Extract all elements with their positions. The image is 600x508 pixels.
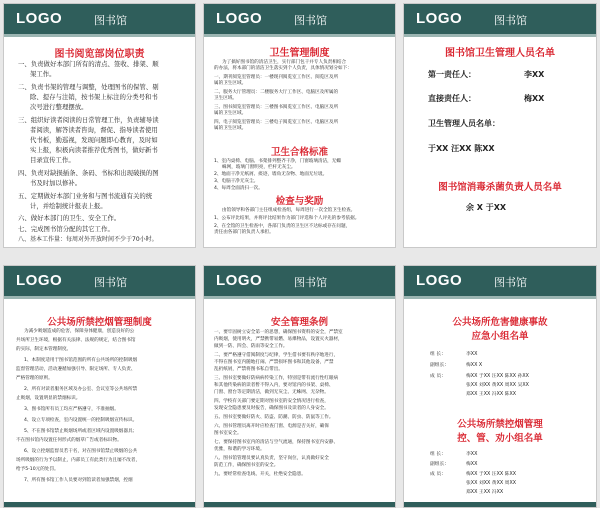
paragraph-line: 止吸烟，设置明显的禁烟标识。: [16, 396, 81, 401]
list-item: 代书板，勤巡视，发现问题即心教育，及时如: [30, 136, 158, 144]
team-member-names: 梅XX: [466, 462, 478, 467]
section-title: 卫生合格标准: [270, 147, 328, 158]
panel-job-duties: [3, 3, 196, 248]
paragraph-line: 由馆领导和各部门主任组成检查组，每周进行一次全馆卫生检查。: [222, 208, 356, 213]
paragraph-line: 四、电子阅览室管理员：三楼电子阅览室工作区、电脑区及所: [214, 120, 339, 125]
team-member-names: 梅XX 于XX 汪XX 陈XX: [466, 472, 517, 477]
logo: LOGO: [416, 10, 463, 27]
paragraph-line: 属的卫生区域。: [214, 81, 247, 86]
panel-emergency-team: [403, 265, 597, 508]
panel-header: [404, 266, 596, 296]
panel-safety-rules: [203, 265, 396, 508]
section-title: 图书馆消毒杀菌负责人员名单: [438, 182, 562, 193]
list-item: 计，并绘制统计报表上报。: [30, 202, 107, 210]
panel-smoking-rules: [3, 265, 196, 508]
panel-title: 应急小组名单: [471, 331, 529, 342]
team-role-label: 成 员：: [430, 472, 446, 477]
section-title: 检查与奖励: [275, 196, 324, 207]
paragraph-line: 共场所卫生环境，根据有关法律、法规的规定，结合图书馆: [16, 338, 136, 343]
logo: LOGO: [216, 272, 263, 289]
logo: LOGO: [16, 10, 63, 27]
list-item: 架工作。: [30, 70, 56, 78]
panel-title: 图书馆卫生管理人员名单: [445, 48, 555, 59]
team-member-names: 张XX 刘XX 黄XX 周XX: [466, 481, 517, 486]
paragraph-line: 属的卫生区域。: [214, 126, 247, 131]
paragraph-line: 三、图书室要做好防病病传染工作，特别是带有流行性红眼病: [214, 376, 339, 381]
paragraph-line: 二、要严格遵守借阅制度与纪律，学生借书要有秩序地进行，: [214, 353, 339, 358]
org-name: 图书馆: [294, 276, 327, 289]
paragraph-line: 2、地面干净无纸屑、痰迹，墙角无杂物、地面无垃圾。: [214, 172, 328, 177]
paragraph-line: 内吸烟，使用明火，严禁携带易燃、易爆物品，设置灭火器材，: [214, 337, 343, 342]
paragraph-line: 卫生区域。: [214, 96, 237, 101]
paragraph-line: 2、在全馆的卫生检查中，各部门负责的卫生区不达标或存在问题，: [214, 224, 351, 229]
paragraph-line: 图书室安全。: [214, 431, 242, 436]
paragraph-line: 四、学校有关部门要定期对图书室的安全情况进行检查，: [214, 399, 329, 404]
header-divider: [4, 296, 195, 299]
paragraph-line: 三、图书阅览室管理员：三楼图书阅览室工作区、电脑区及所: [214, 105, 339, 110]
logo: LOGO: [216, 10, 263, 27]
list-item: 二、负责书架的管理与调整，处理图书的保管、剔: [18, 83, 159, 91]
paragraph-line: 的办法，将本部门的清洁卫生落实到个人负责，具体情况划分如下：: [214, 66, 352, 71]
team-role-label: 副组长：: [430, 363, 450, 368]
member-names: 余 X 于XX: [466, 203, 507, 212]
paragraph-line: 七、要保持图书室内的清洁与空气流通，保持图书室内安静、: [214, 440, 339, 445]
list-item: 六、做好本部门的卫生、安全工作。: [18, 214, 121, 222]
list-item: 书及时加以修补。: [30, 179, 82, 187]
list-item: 三、组织好读者阅读的日常管理工作，负责辅导读: [18, 116, 159, 124]
role-value: 李XX: [524, 70, 545, 79]
team-role-label: 成 员：: [430, 374, 446, 379]
list-item: 者阅读，解答读者咨询，督促、指导读者使用: [30, 126, 158, 134]
paragraph-line: 的实际，制定本管理制度。: [16, 347, 72, 352]
role-value: 梅XX: [524, 94, 545, 103]
paragraph-line: 不在图书馆内设置任何形式的烟草广告或者标识物。: [16, 438, 122, 443]
list-item: 一、负责做好本部门所有的清点、签收、排架、顺: [18, 60, 159, 68]
paragraph-line: 1、公布评比结果，并将评比结果作为部门评选和个人评先的参考依据。: [214, 216, 360, 221]
paragraph-line: 4、设立专项检查，室内设置统一的控制吸烟宣传标识。: [24, 418, 138, 423]
paragraph-line: 1、室内桌椅、电脑、书架排列整齐干净，门窗玻璃清洁，无蜘: [214, 159, 341, 164]
team-role-label: 组 长：: [430, 452, 446, 457]
panel-title: 图书阅览部岗位职责: [54, 49, 145, 60]
org-name: 图书馆: [494, 14, 527, 27]
paragraph-line: 优雅，和谐的学习环境。: [214, 447, 265, 452]
list-item: 除、提存与注销，按书架上标注的分类号和书: [30, 93, 158, 101]
panel-title: 安全管理条例: [270, 317, 328, 328]
org-name: 图书馆: [294, 14, 327, 27]
paragraph-line: 蛛网，玻璃门窗明亮，栏杆无灰尘。: [222, 165, 296, 170]
paragraph-line: 不得在图书室内随地打闹、严禁损坏图书和其他设备，严禁: [214, 360, 334, 365]
list-item: 次号进行整理摆放。: [30, 103, 88, 111]
section-title: 控、管、劝小组名单: [457, 433, 543, 444]
header-divider: [404, 34, 596, 37]
logo: LOGO: [416, 272, 463, 289]
paragraph-line: 5、不在图书馆禁止吸烟场所或者区域内设置吸烟器具；: [24, 429, 138, 434]
header-divider: [204, 34, 395, 37]
list-item: 实上报，积极向读者推荐优秀图书，做好新书: [30, 146, 158, 154]
paragraph-line: 乱扔纸屑，严禁将图书私自带出。: [214, 367, 283, 372]
org-name: 图书馆: [494, 276, 527, 289]
paragraph-line: 场所吸烟的行为予以制止，内部员工有此类行为且屡不改者，: [16, 458, 141, 463]
panel-header: [4, 4, 195, 34]
team-member-names: 梅XX 于XX 汪XX 陈XX 孙XX: [466, 374, 529, 379]
team-member-names: 李XX: [466, 452, 478, 457]
paragraph-line: 一、期刊阅览室管理员：一楼现刊阅览室工作区、阅览区及所: [214, 75, 339, 80]
paragraph-line: 八、图书馆管理员要认真负责，坚守岗位，认真做好安全: [214, 456, 329, 461]
team-member-names: 郑XX 王XX 冯XX: [466, 490, 504, 495]
paragraph-line: 五、图书室要做好防火、防盗、防潮、防虫、防鼠等工作。: [214, 415, 334, 420]
paragraph-line: 6、设立控烟监督员若干名，对在图书馆禁止吸烟的公共: [24, 449, 138, 454]
team-member-names: 郑XX 王XX 冯XX 陈XX: [466, 392, 517, 397]
paragraph-line: 一、要牢固树立安全第一的思想，确保图书资料的安全，严禁室: [214, 330, 343, 335]
member-names: 于XX 汪XX 陈XX: [428, 144, 495, 153]
paragraph-line: 给予5-10元的处罚。: [16, 467, 59, 472]
role-label: 卫生管理人员名单：: [428, 119, 500, 128]
paragraph-line: 和其他传染病的读者暂不得入内，要对馆内的书架、桌椅、: [214, 383, 334, 388]
header-divider: [404, 296, 596, 299]
paragraph-line: 7、所有图书馆工作人员要对到馆读者加强禁烟，控烟: [24, 478, 133, 483]
paragraph-line: 防范工作，确保图书室的安全。: [214, 463, 279, 468]
duty-list: [18, 60, 187, 243]
paragraph-line: 二、服务大厅管理员：二楼服务大厅工作区、电脑区及所属的: [214, 90, 339, 95]
paragraph-line: 为了搞好图书馆的清洁卫生，实行部门包干并专人负责相结合: [222, 60, 347, 65]
role-label: 第一责任人：: [428, 70, 476, 79]
list-item: 七、完成图书馆分配的其它工作。: [18, 225, 114, 233]
logo: LOGO: [16, 272, 63, 289]
list-item: 四、负责对缺损插条、条码、书标和出现破损的图: [18, 169, 159, 177]
footer-bar: [204, 502, 395, 508]
paragraph-line: 发现安全隐患要及时报告，确保图书及读者的人身安全。: [214, 406, 329, 411]
header-divider: [4, 34, 195, 37]
panel-header: [404, 4, 596, 34]
paragraph-line: 六、图书管理员离开时应检查门窗、电源是否关好，确保: [214, 424, 329, 429]
panel-hygiene-rules: [203, 3, 396, 248]
team-member-names: 张XX 刘XX 黄XX 周XX 吴XX: [466, 383, 529, 388]
panel-hygiene-staff: [403, 3, 597, 248]
paragraph-line: 3、图书馆所有员工均应严格遵守，不准抽烟。: [24, 407, 119, 412]
paragraph-line: 监督管理活动，活动遵循加强引导、限定场所、专人负责、: [16, 367, 136, 372]
paragraph-line: 责任由各部门的负责人承担。: [214, 230, 274, 235]
paragraph-line: 为减少吸烟造成的危害，保障身体健康，创造良好的公: [24, 329, 135, 334]
team-role-label: 副组长：: [430, 462, 450, 467]
list-item: 五、定期做好本部门业务和与图书流通有关的统: [18, 192, 153, 200]
role-label: 直接责任人：: [428, 94, 476, 103]
paragraph-line: 属的卫生区域。: [214, 111, 247, 116]
paragraph-line: 3、电脑干净无灰尘。: [214, 179, 259, 184]
paragraph-line: 4、每周全面清扫一次。: [214, 186, 263, 191]
org-name: 图书馆: [94, 14, 127, 27]
panel-header: [204, 4, 395, 34]
panel-title: 公共场所禁控烟管理制度: [47, 317, 152, 328]
footer-bar: [4, 502, 195, 508]
footer-bar: [404, 502, 596, 508]
paragraph-line: 1、本制度适用于图书馆范围的所有公共场所的控制吸烟: [24, 358, 138, 363]
org-name: 图书馆: [94, 276, 127, 289]
team-member-names: 梅XX X: [466, 363, 483, 368]
section-title: 卫生管理制度: [269, 48, 330, 59]
panel-header: [204, 266, 395, 296]
section-title: 公共场所禁控烟管理: [457, 419, 543, 430]
team-member-names: 李XX: [466, 352, 478, 357]
panel-header: [4, 266, 195, 296]
list-item: 八、基本工作量：每周对外开放时间不少于70小时。: [18, 236, 158, 243]
paragraph-line: 严格管理的原则。: [16, 376, 53, 381]
team-role-label: 组 长：: [430, 352, 446, 357]
paragraph-line: 做到一防、四会、防雨等安全工作。: [214, 344, 288, 349]
paragraph-line: 九、要经常检查电线、开关，杜绝安全隐患。: [214, 472, 306, 477]
paragraph-line: 2、所有对读者服务区域及办公室、会议室等公共场所禁: [24, 387, 138, 392]
paragraph-line: 门窗、窗台等定期清洁，做到无灰尘、无蛛网、无杂物。: [214, 390, 329, 395]
header-divider: [204, 296, 395, 299]
list-item: 目录宣传工作。: [30, 156, 75, 164]
panel-title: 公共场所危害健康事故: [452, 317, 548, 328]
